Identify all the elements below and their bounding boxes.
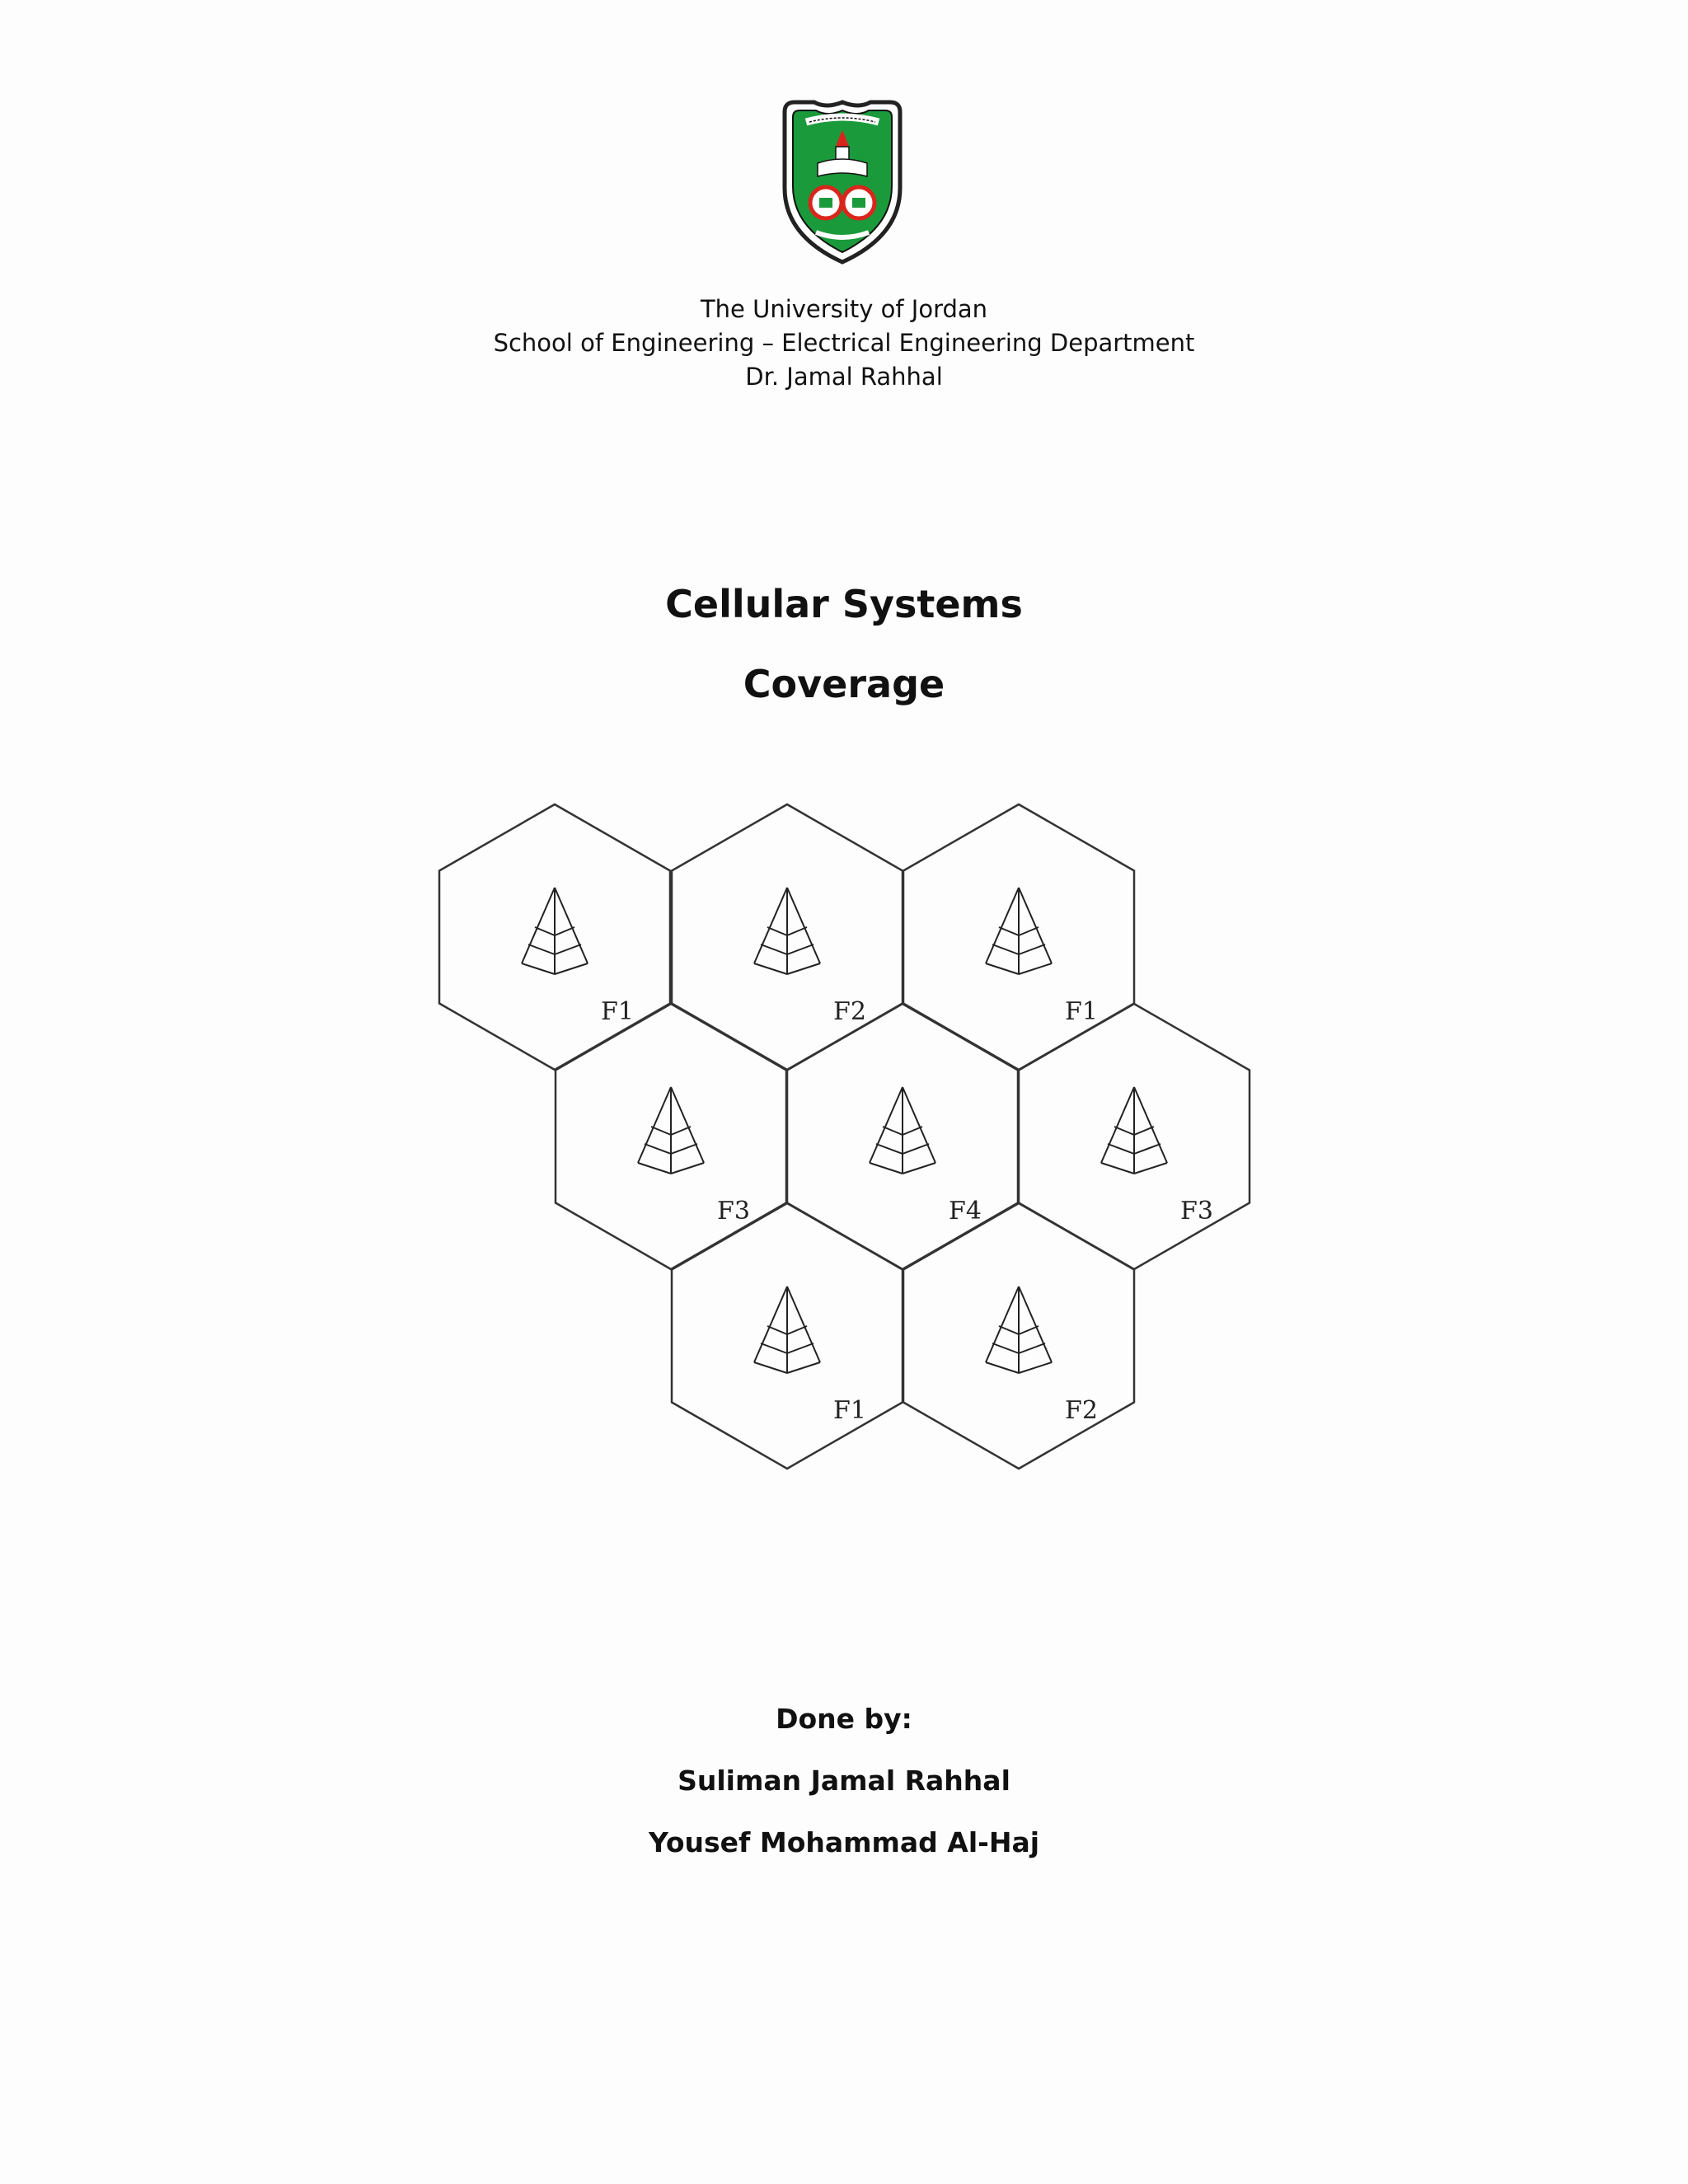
school-department: School of Engineering – Electrical Engineering Department <box>493 329 1195 357</box>
cell-6 <box>1019 1004 1250 1269</box>
university-name: The University of Jordan <box>700 295 988 323</box>
cell-hexagon <box>1019 1004 1250 1269</box>
cell-tower-icon <box>986 888 1052 974</box>
cell-hexagon <box>903 1203 1134 1469</box>
cell-1 <box>439 804 670 1070</box>
cell-5 <box>787 1004 1018 1269</box>
cell-hexagon <box>787 1004 1018 1269</box>
cell-frequency-label: F1 <box>1065 997 1098 1026</box>
document-subtitle: Coverage <box>743 662 945 706</box>
cell-frequency-label: F2 <box>833 997 866 1026</box>
cell-4 <box>556 1004 786 1269</box>
cell-tower-icon <box>986 1286 1052 1373</box>
cell-frequency-label: F3 <box>1180 1197 1213 1226</box>
cell-tower-icon <box>1101 1087 1167 1174</box>
cell-frequency-label: F1 <box>833 1396 866 1425</box>
cell-frequency-label: F3 <box>717 1197 750 1226</box>
cell-hexagon <box>903 804 1134 1070</box>
cell-frequency-label: F2 <box>1065 1396 1098 1425</box>
cell-frequency-label: F1 <box>601 997 634 1026</box>
cell-tower-icon <box>754 888 820 974</box>
cell-hexagon <box>672 804 903 1070</box>
document-title: Cellular Systems <box>665 582 1023 626</box>
cell-tower-icon <box>522 888 588 974</box>
credits-heading: Done by: <box>776 1703 912 1735</box>
header-block <box>0 293 1688 394</box>
cell-tower-icon <box>870 1087 935 1174</box>
cell-frequency-label: F4 <box>949 1197 982 1226</box>
instructor-name: Dr. Jamal Rahhal <box>745 363 943 391</box>
cell-8 <box>903 1203 1134 1469</box>
author-2: Yousef Mohammad Al-Haj <box>648 1826 1040 1858</box>
cell-2 <box>672 804 903 1070</box>
cell-hexagon <box>556 1004 786 1269</box>
university-seal-logo <box>776 97 908 266</box>
cell-tower-icon <box>754 1286 820 1373</box>
cell-7 <box>672 1203 903 1469</box>
cell-hexagon <box>672 1203 903 1469</box>
cell-hexagon <box>439 804 670 1070</box>
cell-tower-icon <box>638 1087 704 1174</box>
cell-3 <box>903 804 1134 1070</box>
author-1: Suliman Jamal Rahhal <box>678 1765 1010 1797</box>
